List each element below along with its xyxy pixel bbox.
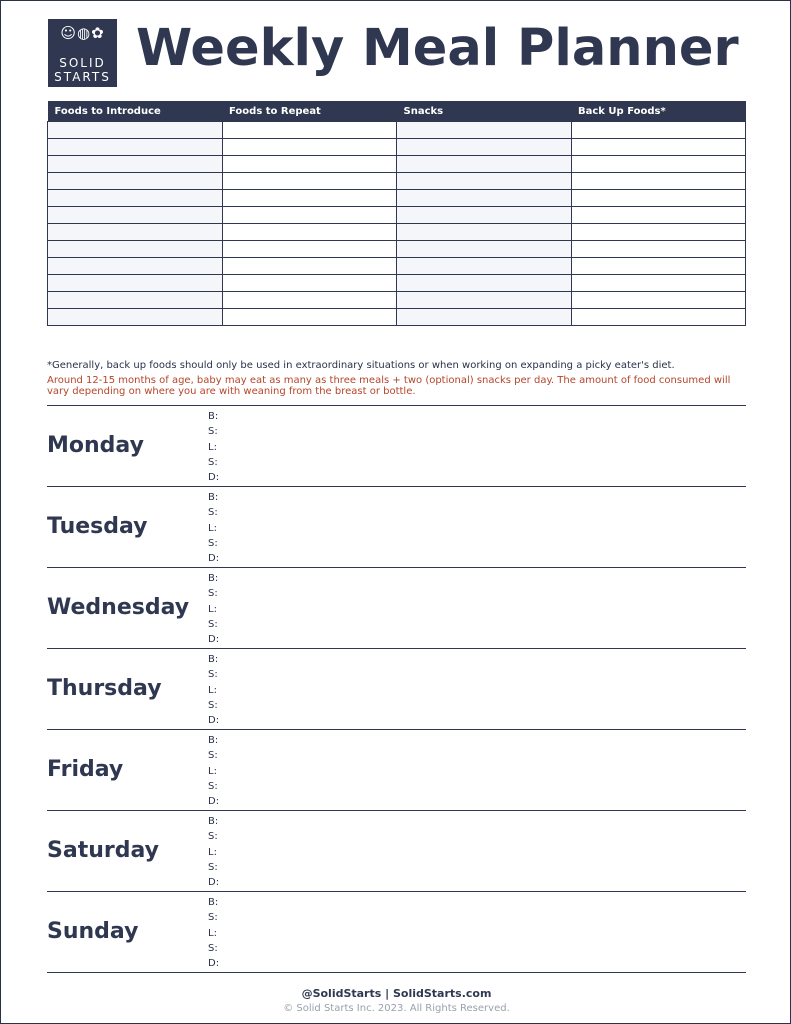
meal-label[interactable]: B: — [208, 654, 219, 665]
meal-label[interactable]: L: — [208, 846, 217, 858]
table-cell[interactable] — [222, 224, 397, 241]
meal-label[interactable]: L: — [208, 765, 217, 777]
footer-links: @SolidStarts | SolidStarts.com — [301, 987, 492, 1000]
table-cell[interactable] — [222, 207, 397, 224]
meal-label[interactable]: L: — [208, 927, 217, 939]
table-cell[interactable] — [48, 139, 223, 156]
day-name: Saturday — [47, 838, 159, 863]
table-cell[interactable] — [571, 258, 746, 275]
day-sections — [47, 405, 746, 973]
table-row — [48, 173, 746, 190]
table-cell[interactable] — [571, 173, 746, 190]
meal-label[interactable]: L: — [208, 522, 217, 534]
meal-label[interactable]: S: — [208, 507, 218, 519]
meal-label[interactable]: S: — [208, 537, 218, 549]
backup-foods-note: *Generally, back up foods should only be used in extraordinary situations or when working on expanding a picky eater's diet. — [47, 360, 675, 371]
table-row — [48, 241, 746, 258]
column-header: Foods to Repeat — [222, 101, 397, 122]
table-cell[interactable] — [48, 292, 223, 309]
table-cell[interactable] — [571, 275, 746, 292]
table-cell[interactable] — [48, 258, 223, 275]
table-row — [48, 309, 746, 326]
column-header: Foods to Introduce — [48, 101, 223, 122]
table-cell[interactable] — [397, 173, 572, 190]
table-row — [48, 258, 746, 275]
table-cell[interactable] — [571, 122, 746, 139]
meal-label[interactable]: S: — [208, 942, 218, 954]
table-cell[interactable] — [48, 190, 223, 207]
table-cell[interactable] — [48, 207, 223, 224]
table-row — [48, 207, 746, 224]
table-cell[interactable] — [571, 224, 746, 241]
table-row — [48, 292, 746, 309]
food-table-header — [48, 101, 746, 122]
table-cell[interactable] — [397, 156, 572, 173]
meal-slots — [208, 490, 219, 566]
meal-label[interactable]: S: — [208, 780, 218, 792]
table-cell[interactable] — [397, 275, 572, 292]
table-cell[interactable] — [571, 309, 746, 326]
table-cell[interactable] — [222, 122, 397, 139]
column-header: Back Up Foods* — [571, 101, 746, 122]
meal-label[interactable]: L: — [208, 603, 217, 615]
table-cell[interactable] — [48, 122, 223, 139]
table-cell[interactable] — [571, 190, 746, 207]
day-name: Thursday — [47, 676, 162, 701]
day-section — [47, 729, 746, 810]
footer-copyright: © Solid Starts Inc. 2023. All Rights Reserved. — [283, 1003, 510, 1014]
meal-label[interactable]: S: — [208, 456, 218, 468]
meal-label[interactable]: B: — [208, 492, 219, 503]
table-cell[interactable] — [222, 190, 397, 207]
meal-label[interactable]: S: — [208, 699, 218, 711]
meal-label[interactable]: D: — [208, 715, 220, 727]
table-row — [48, 139, 746, 156]
age-guidance-note: Around 12-15 months of age, baby may eat as many as three meals + two (optional) snacks per day. The amount of food consumed will vary depending on where you are with weaning from the breast or bottle. — [47, 375, 731, 397]
meal-slots — [208, 895, 219, 971]
meal-label[interactable]: S: — [208, 588, 218, 600]
meal-label[interactable]: D: — [208, 796, 220, 808]
meal-label[interactable]: S: — [208, 426, 218, 438]
meal-label[interactable]: S: — [208, 861, 218, 873]
food-table-body — [48, 122, 746, 326]
table-cell[interactable] — [48, 275, 223, 292]
solid-starts-logo — [48, 19, 117, 87]
table-row — [48, 190, 746, 207]
meal-label[interactable]: B: — [208, 573, 219, 584]
meal-label[interactable]: B: — [208, 897, 219, 908]
table-cell[interactable] — [48, 309, 223, 326]
table-cell[interactable] — [397, 292, 572, 309]
day-section — [47, 648, 746, 729]
food-icons: ☺◍✿ — [60, 24, 105, 42]
table-cell[interactable] — [48, 241, 223, 258]
table-cell[interactable] — [397, 122, 572, 139]
table-cell[interactable] — [571, 241, 746, 258]
table-row — [48, 224, 746, 241]
page-title: Weekly Meal Planner — [136, 19, 739, 78]
table-cell[interactable] — [222, 241, 397, 258]
meal-slots — [208, 571, 219, 647]
meal-label[interactable]: D: — [208, 634, 220, 646]
day-name: Monday — [47, 433, 144, 458]
table-cell[interactable] — [397, 309, 572, 326]
table-cell[interactable] — [571, 207, 746, 224]
table-cell[interactable] — [397, 241, 572, 258]
table-cell[interactable] — [397, 207, 572, 224]
day-name: Friday — [47, 757, 124, 782]
meal-label[interactable]: L: — [208, 684, 217, 696]
column-header: Snacks — [397, 101, 572, 122]
meal-slots — [208, 814, 219, 890]
meal-label[interactable]: B: — [208, 411, 219, 422]
day-name: Tuesday — [47, 514, 148, 539]
food-table — [47, 101, 746, 326]
meal-label[interactable]: S: — [208, 831, 218, 843]
table-cell[interactable] — [397, 224, 572, 241]
meal-slots — [208, 652, 219, 728]
meal-label[interactable]: S: — [208, 618, 218, 630]
table-row — [48, 122, 746, 139]
table-cell[interactable] — [571, 156, 746, 173]
table-cell[interactable] — [48, 156, 223, 173]
meal-label[interactable]: B: — [208, 735, 219, 746]
table-cell[interactable] — [397, 258, 572, 275]
table-cell[interactable] — [571, 292, 746, 309]
table-cell[interactable] — [222, 275, 397, 292]
meal-label[interactable]: D: — [208, 553, 220, 565]
meal-label[interactable]: D: — [208, 958, 220, 970]
table-cell[interactable] — [222, 258, 397, 275]
meal-label[interactable]: S: — [208, 669, 218, 681]
logo-text-line2: STARTS — [54, 70, 111, 84]
table-cell[interactable] — [222, 309, 397, 326]
logo-text-line1: SOLID — [59, 56, 106, 70]
day-name: Sunday — [47, 919, 139, 944]
day-name: Wednesday — [47, 595, 190, 620]
meal-slots — [208, 409, 219, 485]
table-cell[interactable] — [397, 190, 572, 207]
meal-label[interactable]: D: — [208, 472, 220, 484]
table-cell[interactable] — [48, 224, 223, 241]
day-section — [47, 567, 746, 648]
meal-label[interactable]: S: — [208, 750, 218, 762]
table-row — [48, 275, 746, 292]
day-section — [47, 405, 746, 486]
day-section — [47, 891, 746, 973]
table-cell[interactable] — [397, 139, 572, 156]
meal-slots — [208, 733, 219, 809]
meal-label[interactable]: D: — [208, 877, 220, 889]
meal-label[interactable]: S: — [208, 912, 218, 924]
table-cell[interactable] — [222, 173, 397, 190]
table-row — [48, 156, 746, 173]
table-cell[interactable] — [222, 156, 397, 173]
table-cell[interactable] — [222, 292, 397, 309]
day-section — [47, 486, 746, 567]
table-cell[interactable] — [48, 173, 223, 190]
day-section — [47, 810, 746, 891]
table-cell[interactable] — [571, 139, 746, 156]
meal-label[interactable]: L: — [208, 441, 217, 453]
table-cell[interactable] — [222, 139, 397, 156]
meal-label[interactable]: B: — [208, 816, 219, 827]
